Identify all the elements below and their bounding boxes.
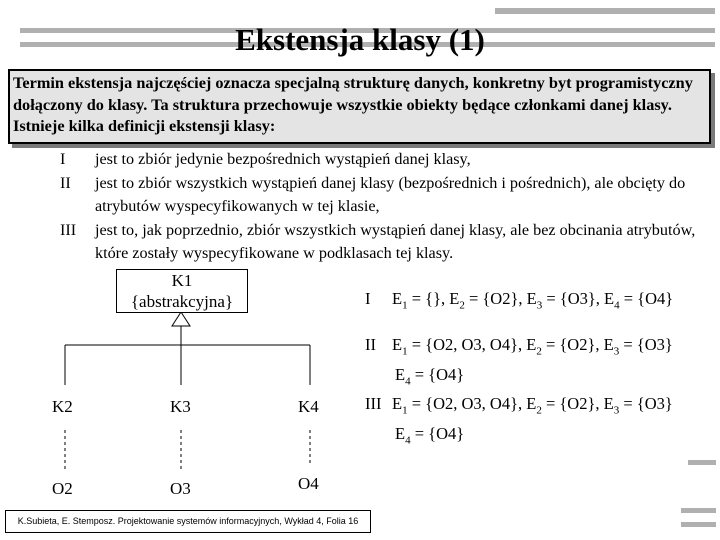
result-item — [365, 392, 673, 453]
side-bar-lower — [681, 522, 716, 527]
definition-text: jest to zbiór jedynie bezpośrednich wystąpień danej klasy, — [95, 150, 471, 168]
class-k3: K3 — [170, 397, 191, 416]
result-line: $E_1 = \{O2$, O3, O4}, $E_2 = \{O2\}$, $E_3 = \{O3\}$ — [392, 335, 673, 358]
result-item — [365, 287, 673, 317]
result-line: $E_1$ = {}, $E_2 = \{O2\}$, $E_3 = \{O3\}$, $E_4 = \{O4\}$ — [392, 289, 674, 312]
side-bar-upper — [688, 460, 716, 465]
result-item — [365, 333, 673, 394]
definition-text: jest to, jak poprzednio, zbiór wszystkich wystąpień danej klasy, ale bez obcinania atrybutów, które zostały wyspecyfikowane w podklasach tej klasy. — [95, 220, 696, 262]
definition-number: III — [60, 220, 77, 239]
result-line-cont: $E_4 = \{O4\}$ — [395, 424, 465, 447]
result-number: II — [365, 335, 376, 354]
class-k4: K4 — [298, 397, 319, 416]
result-line-cont: $E_4 = \{O4\}$ — [395, 365, 465, 388]
object-o4: O4 — [298, 474, 319, 493]
definition-number: II — [60, 173, 71, 192]
definition-text: jest to zbiór wszystkich wystąpień danej klasy (bezpośrednich i pośrednich), ale obcięty do atrybutów wyspecyfikowanych w tej klasie, — [95, 173, 686, 215]
result-line: $E_1 = \{O2$, O3, O4}, $E_2 = \{O2\}$, $E_3 = \{O3\}$ — [392, 394, 673, 417]
definition-number: I — [60, 150, 66, 168]
side-bar-mid — [681, 508, 716, 513]
class-k1 — [116, 269, 248, 313]
class-k2: K2 — [52, 397, 73, 416]
slide-title: Ekstensja klasy (1) — [235, 22, 485, 57]
object-o2: O2 — [52, 479, 73, 498]
footer-citation: K.Subieta, E. Stemposz. Projektowanie systemów informacyjnych, Wykład 4, Folia 16 — [5, 510, 371, 533]
class-k1-name: K1 — [171, 271, 193, 290]
object-o3: O3 — [170, 479, 191, 498]
intro-text: Termin ekstensja najczęściej oznacza specjalną strukturę danych, konkretny byt programistyczny dołączony do klasy. Ta struktura przechowuje wszystkie obiekty będące członkami danej klasy. Istnieje kilka definicji ekstensji klasy: — [13, 73, 693, 135]
result-number: I — [365, 289, 371, 308]
class-k1-stereotype: {abstrakcyjna} — [130, 292, 234, 311]
result-number: III — [365, 394, 382, 413]
generalization-arrow — [172, 312, 190, 326]
